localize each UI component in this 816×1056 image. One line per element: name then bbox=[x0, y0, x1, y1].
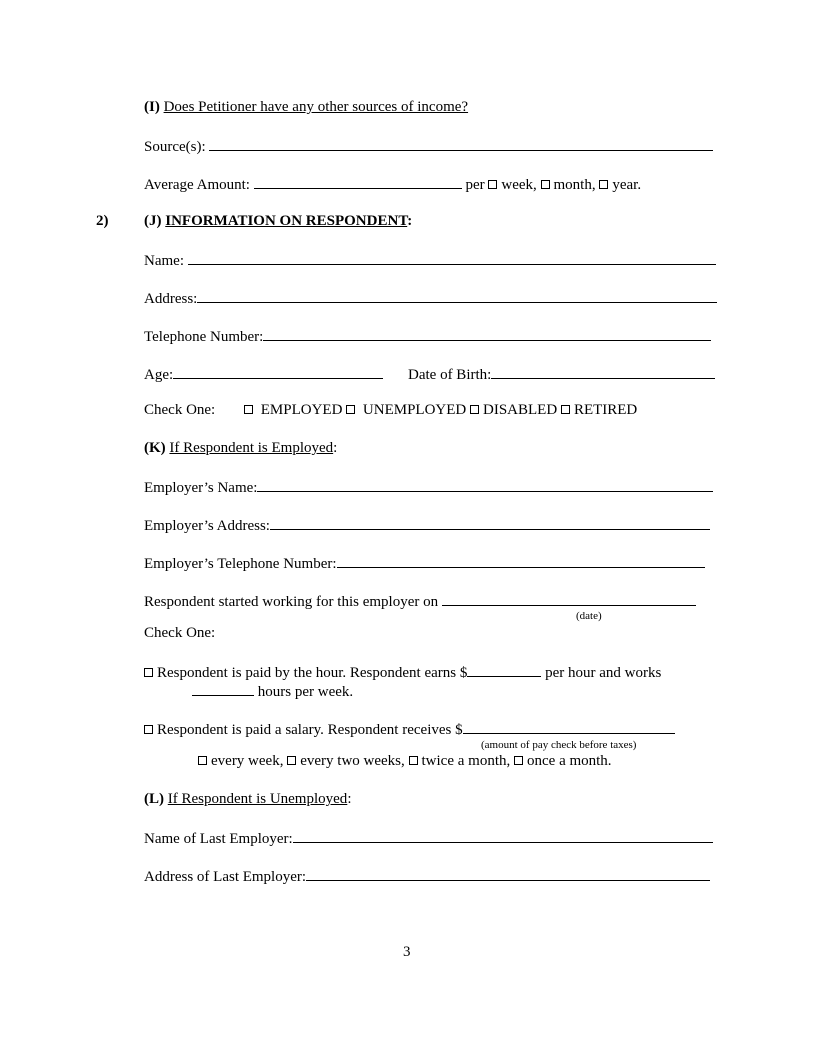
retired-checkbox[interactable] bbox=[561, 405, 570, 414]
employer-address-field[interactable] bbox=[270, 515, 710, 530]
hourly-row bbox=[144, 662, 661, 682]
section-l-heading bbox=[144, 790, 351, 808]
dob-field[interactable] bbox=[491, 364, 715, 379]
every-two-weeks-label: every two weeks, bbox=[300, 753, 405, 769]
twice-month-label: twice a month, bbox=[421, 753, 511, 769]
every-week-label: every week, bbox=[211, 753, 284, 769]
status-options bbox=[244, 401, 637, 419]
once-month-checkbox[interactable] bbox=[514, 756, 523, 765]
employed-label: EMPLOYED bbox=[260, 402, 343, 418]
address-label: Address: bbox=[144, 291, 198, 307]
section-i-heading bbox=[144, 98, 468, 116]
section-k-colon: : bbox=[333, 440, 338, 456]
employer-phone-field[interactable] bbox=[337, 553, 705, 568]
date-caption: (date) bbox=[576, 610, 602, 622]
disabled-checkbox[interactable] bbox=[470, 405, 479, 414]
page-number: 3 bbox=[403, 944, 411, 960]
salary-amount-field[interactable] bbox=[463, 719, 675, 734]
hours-row bbox=[192, 681, 353, 701]
once-month-label: once a month. bbox=[527, 753, 612, 769]
dob-label: Date of Birth: bbox=[408, 367, 492, 383]
sources-field[interactable] bbox=[209, 136, 713, 151]
retired-label: RETIRED bbox=[573, 402, 638, 418]
telephone-label: Telephone Number: bbox=[144, 329, 264, 345]
unemployed-label: UNEMPLOYED bbox=[362, 402, 467, 418]
start-date-field[interactable] bbox=[442, 591, 696, 606]
section-l-colon: : bbox=[347, 791, 352, 807]
employer-name-label: Employer’s Name: bbox=[144, 480, 258, 496]
employer-name-row bbox=[144, 477, 713, 497]
name-label: Name: bbox=[144, 253, 184, 269]
employer-phone-label: Employer’s Telephone Number: bbox=[144, 556, 337, 572]
hourly-text-b: per hour and works bbox=[545, 665, 662, 681]
section-k-title: If Respondent is Employed bbox=[169, 440, 334, 456]
age-row bbox=[144, 364, 383, 384]
year-label: year. bbox=[612, 177, 642, 193]
average-amount-row bbox=[144, 174, 641, 194]
section-j-colon: : bbox=[407, 213, 413, 229]
frequency-row bbox=[198, 752, 612, 770]
employer-address-label: Employer’s Address: bbox=[144, 518, 270, 534]
telephone-field[interactable] bbox=[263, 326, 711, 341]
month-label: month, bbox=[553, 177, 596, 193]
last-employer-name-row bbox=[144, 828, 713, 848]
salary-checkbox[interactable] bbox=[144, 725, 153, 734]
sources-label: Source(s): bbox=[144, 139, 206, 155]
address-row bbox=[144, 288, 717, 308]
start-date-row bbox=[144, 591, 696, 611]
last-employer-name-label: Name of Last Employer: bbox=[144, 831, 293, 847]
every-week-checkbox[interactable] bbox=[198, 756, 207, 765]
section-j-letter: (J) bbox=[144, 213, 162, 229]
hours-per-week-field[interactable] bbox=[192, 681, 254, 696]
telephone-row bbox=[144, 326, 711, 346]
age-label: Age: bbox=[144, 367, 174, 383]
unemployed-checkbox[interactable] bbox=[346, 405, 355, 414]
employer-name-field[interactable] bbox=[257, 477, 713, 492]
week-label: week, bbox=[501, 177, 537, 193]
hourly-text-a: Respondent is paid by the hour. Respondent earns $ bbox=[157, 665, 468, 681]
section-k-heading bbox=[144, 439, 337, 457]
year-checkbox[interactable] bbox=[599, 180, 608, 189]
average-amount-label: Average Amount: bbox=[144, 177, 250, 193]
last-employer-address-label: Address of Last Employer: bbox=[144, 869, 307, 885]
last-employer-address-row bbox=[144, 866, 710, 886]
week-checkbox[interactable] bbox=[488, 180, 497, 189]
section-l-letter: (L) bbox=[144, 791, 164, 807]
pay-check-label: Check One: bbox=[144, 625, 216, 641]
employed-checkbox[interactable] bbox=[244, 405, 253, 414]
age-field[interactable] bbox=[173, 364, 383, 379]
employer-phone-row bbox=[144, 553, 705, 573]
dob-row bbox=[408, 364, 715, 384]
name-row bbox=[144, 250, 716, 270]
employer-address-row bbox=[144, 515, 710, 535]
section-i-question: Does Petitioner have any other sources of income? bbox=[163, 99, 469, 115]
section-k-letter: (K) bbox=[144, 440, 166, 456]
section-j-title: INFORMATION ON RESPONDENT bbox=[165, 213, 408, 229]
salary-caption: (amount of pay check before taxes) bbox=[481, 739, 637, 751]
twice-month-checkbox[interactable] bbox=[409, 756, 418, 765]
section-j-heading bbox=[144, 212, 412, 230]
per-label: per bbox=[465, 177, 485, 193]
last-employer-address-field[interactable] bbox=[306, 866, 710, 881]
salary-text-a: Respondent is paid a salary. Respondent receives $ bbox=[157, 722, 463, 738]
hourly-checkbox[interactable] bbox=[144, 668, 153, 677]
start-date-label: Respondent started working for this employer on bbox=[144, 594, 439, 610]
average-amount-field[interactable] bbox=[254, 174, 462, 189]
month-checkbox[interactable] bbox=[541, 180, 550, 189]
last-employer-name-field[interactable] bbox=[293, 828, 713, 843]
section-i-letter: (I) bbox=[144, 99, 160, 115]
address-field[interactable] bbox=[197, 288, 717, 303]
hourly-rate-field[interactable] bbox=[467, 662, 541, 677]
status-check-label: Check One: bbox=[144, 402, 216, 418]
name-field[interactable] bbox=[188, 250, 716, 265]
section-j-number: 2) bbox=[96, 213, 109, 229]
disabled-label: DISABLED bbox=[483, 402, 558, 418]
every-two-weeks-checkbox[interactable] bbox=[287, 756, 296, 765]
sources-row bbox=[144, 136, 713, 156]
section-l-title: If Respondent is Unemployed bbox=[167, 791, 348, 807]
hourly-text-c: hours per week. bbox=[257, 684, 354, 700]
